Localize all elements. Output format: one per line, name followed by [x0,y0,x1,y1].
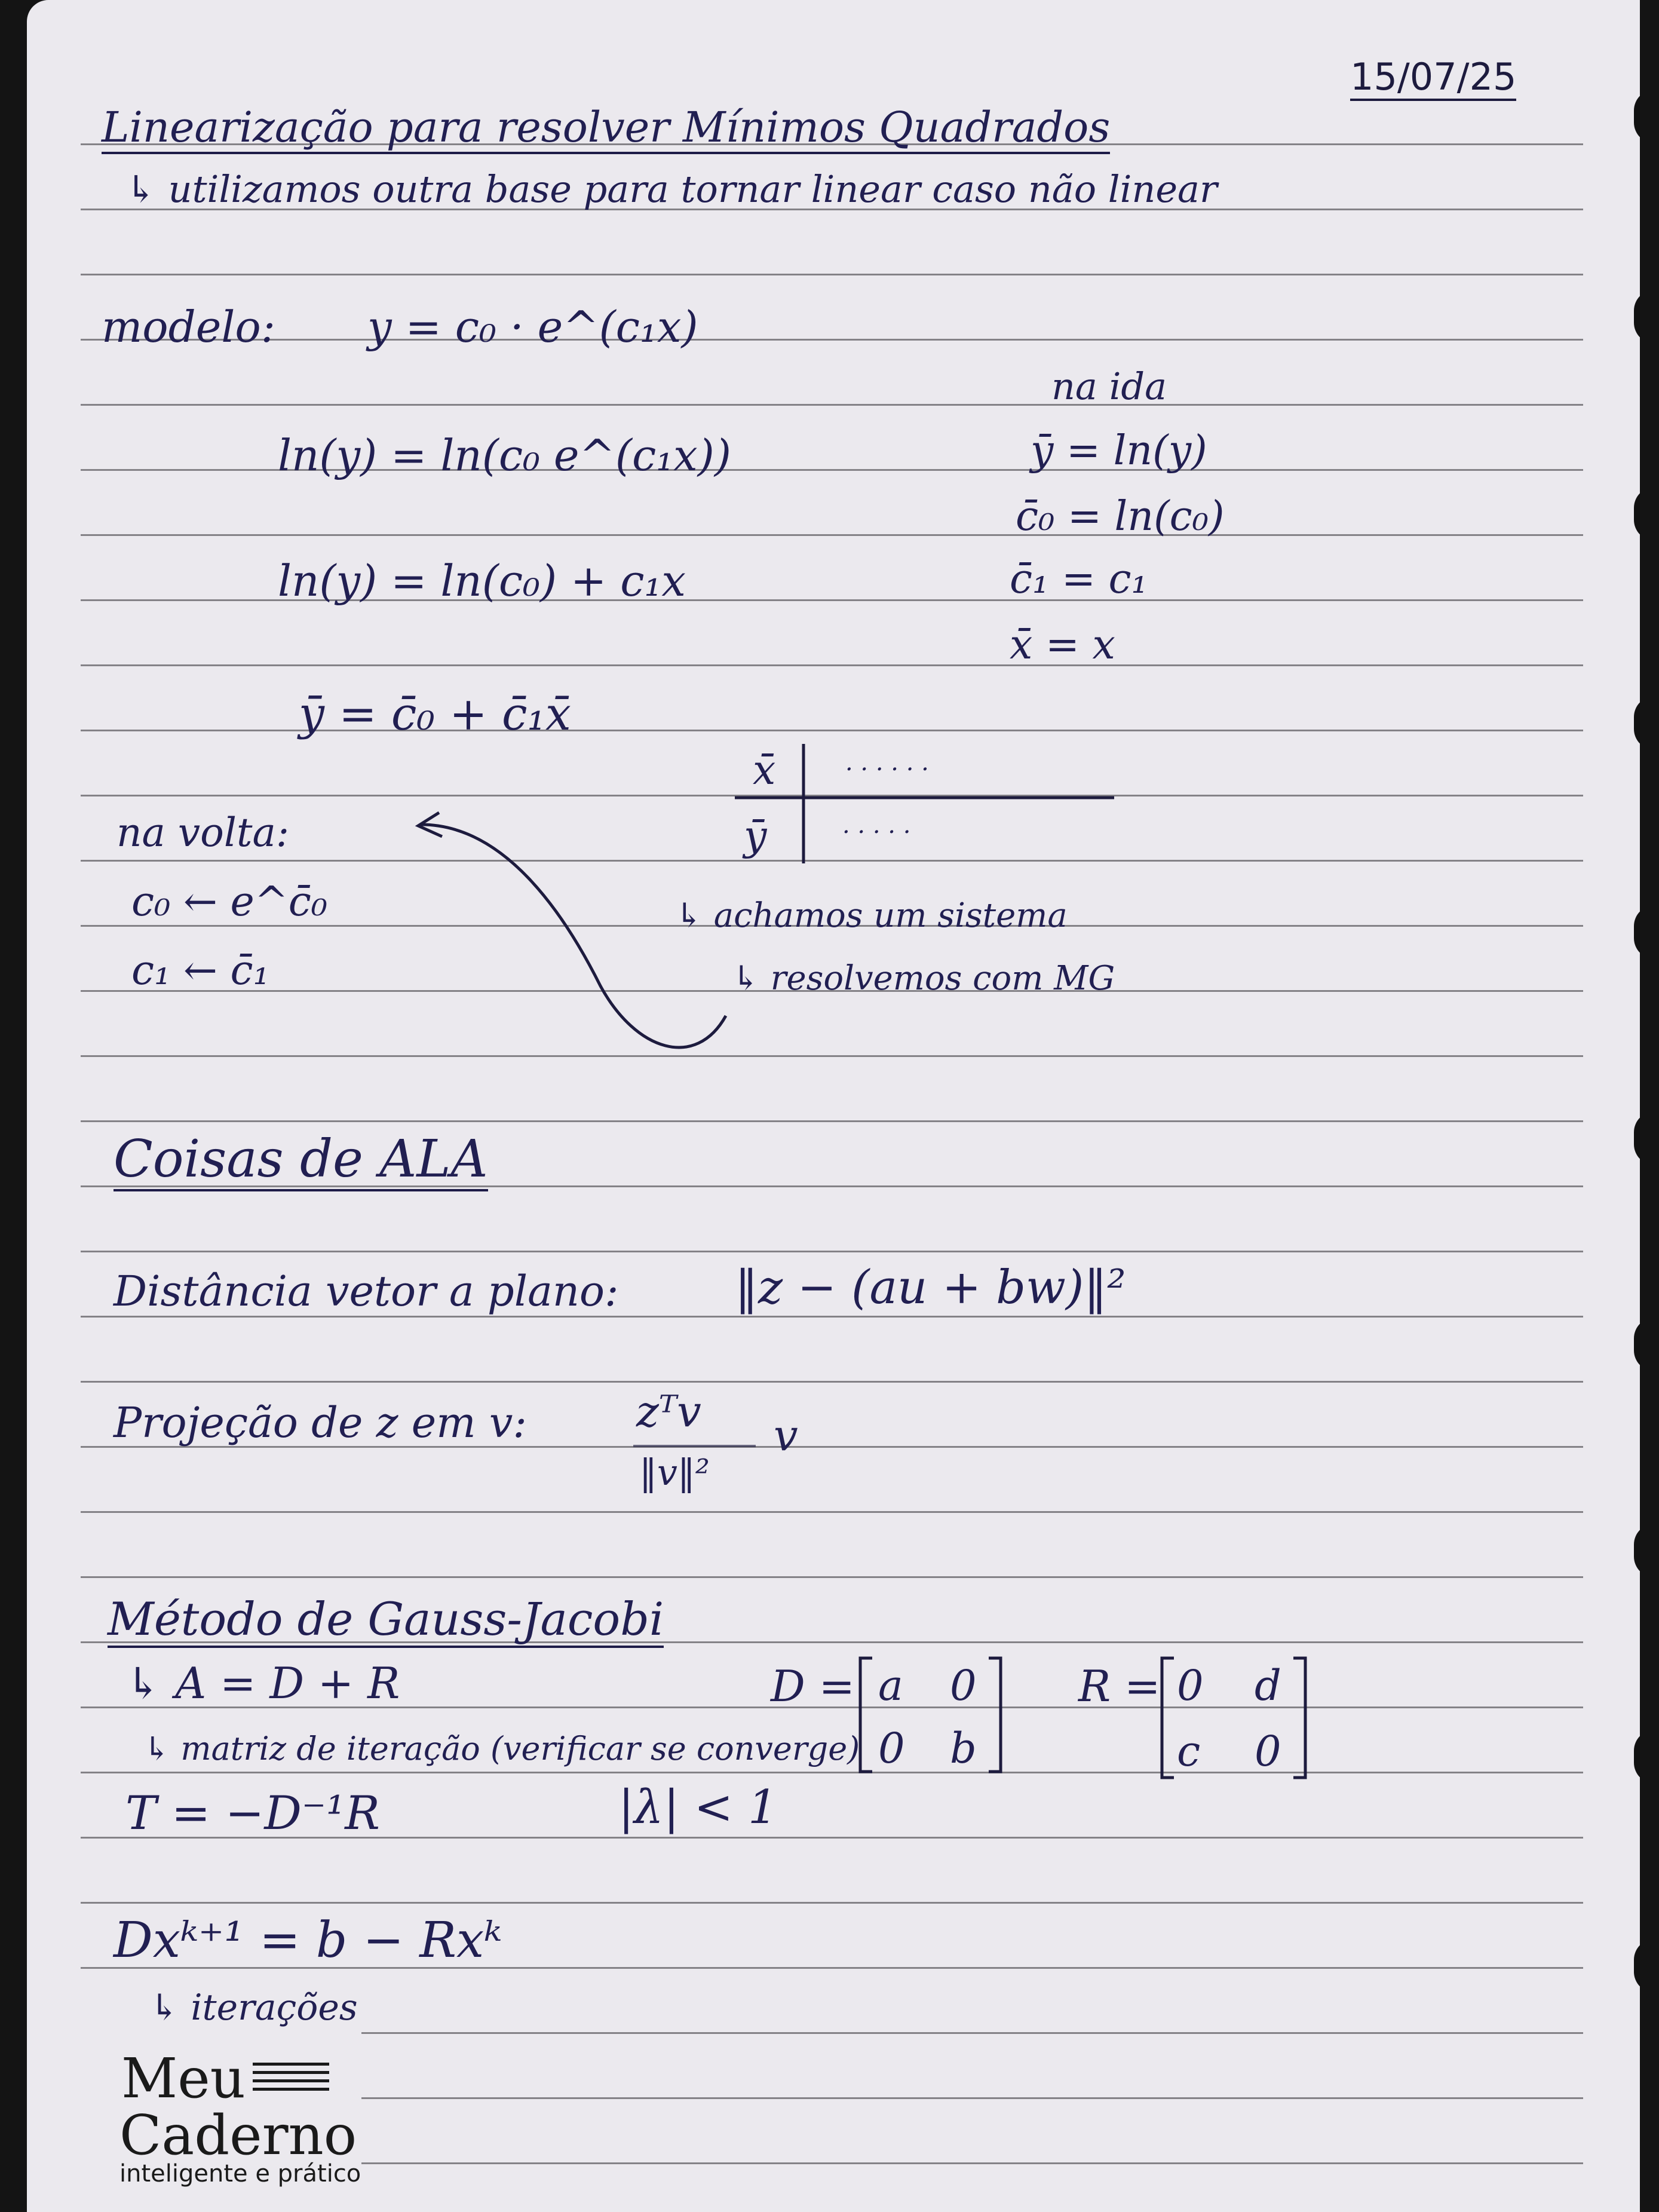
na-volta-label: na volta: [116,810,290,856]
table-y-label: ȳ [744,813,767,860]
na-volta-line: c₁ ← c̄₁ [131,947,269,994]
d-matrix-cell: 0 [878,1724,905,1773]
decomposicao: ↳ A = D + R [125,1658,400,1708]
sistema-line: ↳ resolvemos com MG [732,959,1115,998]
table-y-dots: · · · · · [842,819,911,846]
na-ida-line: c̄₁ = c₁ [1010,556,1148,603]
modelo-label: modelo: [102,302,275,352]
curved-arrow [421,825,726,1047]
projecao-label: Projeção de z em v: [114,1398,527,1447]
t-formula: T = −D⁻¹R [125,1787,381,1840]
na-ida-line: c̄₀ = ln(c₀) [1016,493,1225,540]
na-ida-line: x̄ = x [1010,621,1115,669]
r-matrix-bracket-right [1293,1658,1305,1778]
modelo-step1: ln(y) = ln(c₀ e^(c₁x)) [278,430,731,480]
r-matrix-cell: c [1177,1727,1201,1776]
projecao-v: v [774,1410,798,1460]
iteracao-formula: Dxᵏ⁺¹ = b − Rxᵏ [114,1912,502,1969]
iteracao-note: ↳ iterações [149,1987,358,2029]
r-matrix-cell: 0 [1177,1661,1204,1710]
r-matrix-cell: 0 [1255,1727,1281,1776]
distancia-label: Distância vetor a plano: [114,1267,619,1316]
notebook-page [27,0,1640,2212]
na-ida-label: na ida [1051,364,1167,408]
modelo-step3: ȳ = c̄₀ + c̄₁x̄ [299,687,571,740]
modelo-step2: ln(y) = ln(c₀) + c₁x [278,556,686,606]
projecao-numerator: zᵀv [636,1386,701,1436]
brand-logo-bars [253,2063,329,2100]
ala-heading: Coisas de ALA [114,1129,488,1191]
d-matrix-bracket-right [989,1658,1001,1772]
table-x-label: x̄ [753,747,776,794]
matriz-note: ↳ matriz de iteração (verificar se converge) [143,1730,860,1767]
metodo-heading: Método de Gauss-Jacobi [108,1592,664,1648]
projecao-denominator: ‖v‖² [639,1452,710,1494]
date: 15/07/25 [1350,55,1516,101]
modelo-equation: y = c₀ · e^(c₁x) [367,302,698,352]
table-x-dots: · · · · · · [845,756,929,783]
lambda-condition: |λ| < 1 [618,1781,778,1834]
sistema-line: ↳ achamos um sistema [675,896,1068,935]
d-matrix-label: D = [771,1661,855,1711]
brand-tagline: inteligente e prático [119,2160,361,2188]
page-title: Linearização para resolver Mínimos Quadrados [102,103,1110,154]
subtitle: ↳ utilizamos outra base para tornar linear caso não linear [125,167,1218,211]
r-matrix-bracket-left [1162,1658,1174,1778]
d-matrix-cell: a [878,1661,903,1710]
d-matrix-cell: b [950,1724,977,1773]
na-volta-line: c₀ ← e^c̄₀ [131,878,328,926]
r-matrix-label: R = [1078,1661,1161,1711]
d-matrix-cell: 0 [950,1661,977,1710]
distancia-formula: ‖z − (au + bw)‖² [735,1261,1126,1315]
r-matrix-cell: d [1255,1661,1281,1710]
brand-logo-line1: Meu [121,2046,246,2110]
d-matrix-bracket-left [860,1658,872,1772]
ink-strokes [27,0,1640,2212]
brand-logo-line2: Caderno [119,2103,357,2167]
na-ida-line: ȳ = ln(y) [1031,427,1207,474]
